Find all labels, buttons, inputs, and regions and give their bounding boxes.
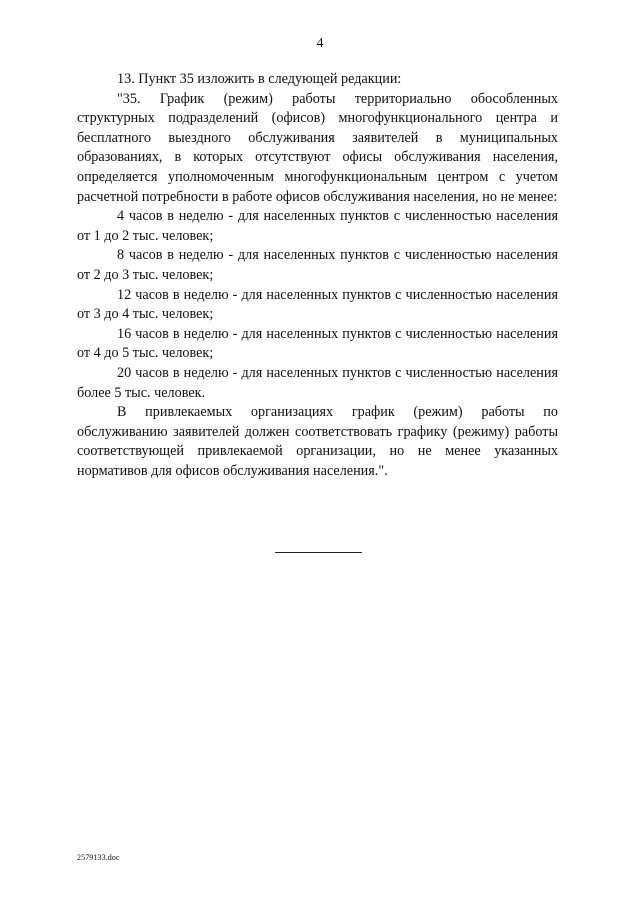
paragraph-schedule-4h: 4 часов в неделю - для населенных пунктов с численностью населения от 1 до 2 тыс. человек; bbox=[77, 208, 558, 244]
page-number: 4 bbox=[316, 36, 324, 51]
document-body bbox=[77, 70, 558, 481]
paragraph-schedule-16h: 16 часов в неделю - для населенных пунктов с численностью населения от 4 до 5 тыс. человек; bbox=[77, 325, 558, 362]
footer-filename: 2579133.doc bbox=[77, 853, 120, 862]
paragraph-attracted-organizations: В привлекаемых организациях график (режим) работы по обслуживанию заявителей должен соответствовать графику (режиму) работы соответствующей привлекаемой организации, но не менее указанных нормативов для офисов обслуживания населения.". bbox=[77, 404, 558, 479]
paragraph-schedule-8h: 8 часов в неделю - для населенных пунктов с численностью населения от 2 до 3 тыс. человек; bbox=[77, 247, 558, 283]
paragraph-point-35: "35. График (режим) работы территориально обособленных структурных подразделений (офисов) многофункционального центра и бесплатного выездного обслуживания заявителей в муниципальных образованиях, в которых отсутствуют офисы обслуживания населения, определяется уполномоченным многофункциональным центром с учетом расчетной потребности в работе офисов обслуживания населения, но не менее: bbox=[77, 90, 558, 205]
paragraph-schedule-12h: 12 часов в неделю - для населенных пунктов с численностью населения от 3 до 4 тыс. человек; bbox=[77, 286, 558, 323]
paragraph-amendment-heading: 13. Пункт 35 изложить в следующей редакции: bbox=[117, 71, 402, 87]
end-separator-line bbox=[275, 552, 362, 553]
paragraph-schedule-20h: 20 часов в неделю - для населенных пунктов с численностью населения более 5 тыс. человек. bbox=[77, 364, 558, 401]
